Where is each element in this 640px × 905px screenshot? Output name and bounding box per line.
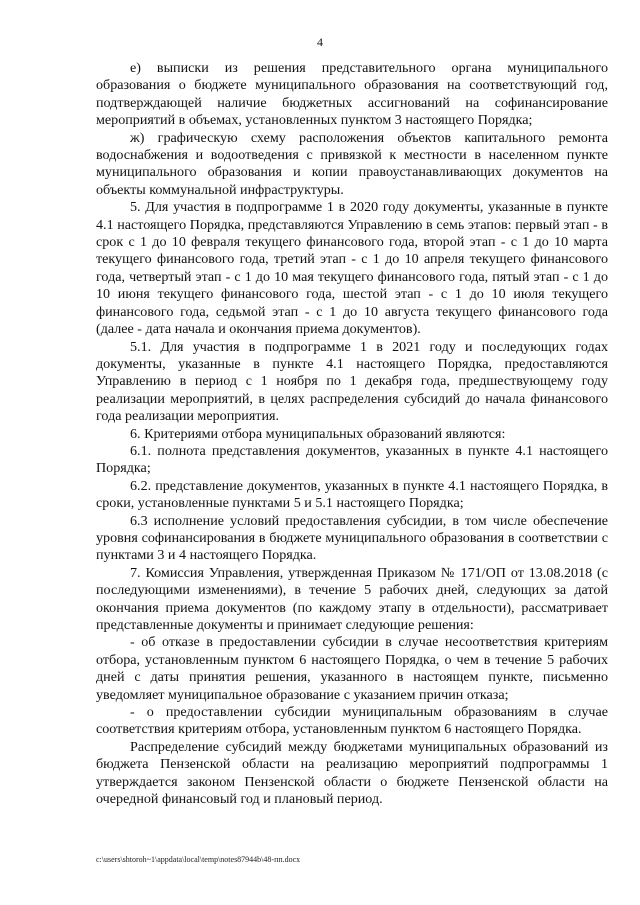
paragraph-e-extract: е) выписки из решения представительного органа муниципального образования о бюджете муниципального образования на соответствующий год, подтверждающей наличие бюджетных ассигнований на софинансирование мероприятий в объемах, установленных пунктом 3 настоящего Порядка; bbox=[96, 60, 608, 129]
paragraph-6-criteria: 6. Критериями отбора муниципальных образований являются: bbox=[130, 425, 506, 442]
page-number: 4 bbox=[317, 35, 323, 49]
paragraph-7-commission: 7. Комиссия Управления, утвержденная Приказом № 171/ОП от 13.08.2018 (с последующими изменениями), в течение 5 рабочих дней, следующих за датой окончания приема документов (по каждому этапу в отдельности), рассматривает представленные документы и принимает следующие решения: bbox=[96, 564, 608, 633]
paragraph-zh-scheme: ж) графическую схему расположения объектов капитального ремонта водоснабжения и водоотведения с привязкой к местности в населенном пункте муниципального образования и копии правоустанавливающих документов на объекты коммунальной инфраструктуры. bbox=[96, 129, 608, 198]
paragraph-5-1-period: 5.1. Для участия в подпрограмме 1 в 2021 году и последующих годах документы, указанные в пункте 4.1 настоящего Порядка, предоставляются Управлению в период с 1 ноября по 1 декабря года, предшествующему году реализации мероприятий, в целях распределения субсидий до начала финансового года реализации мероприятия. bbox=[96, 338, 608, 425]
paragraph-6-1: 6.1. полнота представления документов, указанных в пункте 4.1 настоящего Порядка; bbox=[96, 442, 608, 477]
document-body bbox=[96, 60, 608, 808]
paragraph-7-grant: - о предоставлении субсидии муниципальным образованиям в случае соответствия критериям отбора, установленным пунктом 6 настоящего Порядка. bbox=[96, 704, 608, 738]
paragraph-6-2: 6.2. представление документов, указанных в пункте 4.1 настоящего Порядка, в сроки, установленные пунктами 5 и 5.1 настоящего Порядка; bbox=[96, 477, 608, 512]
paragraph-7-refusal: - об отказе в предоставлении субсидии в случае несоответствия критериям отбора, установленным пунктом 6 настоящего Порядка, о чем в течение 5 рабочих дней с даты принятия решения, указанного в настоящем пункте, письменно уведомляет муниципальное образование с указанием причин отказа; bbox=[96, 634, 608, 703]
footer-file-path: c:\users\shtoroh~1\appdata\local\temp\notes87944b\48-пп.docx bbox=[96, 855, 301, 864]
paragraph-5-stages: 5. Для участия в подпрограмме 1 в 2020 году документы, указанные в пункте 4.1 настоящего Порядка, представляются Управлению в семь этапов: первый этап - в срок с 1 до 10 февраля текущего финансового года, второй этап - с 1 до 10 марта текущего финансового года, третий этап - с 1 до 10 апреля текущего финансового года, четвертый этап - с 1 до 10 мая текущего финансового года, пятый этап - с 1 до 10 июня текущего финансового года, шестой этап - с 1 до 10 июля текущего финансового года, седьмой этап - с 1 до 10 августа текущего финансового года (далее - дата начала и окончания приема документов). bbox=[96, 199, 608, 338]
paragraph-6-3: 6.3 исполнение условий предоставления субсидии, в том числе обеспечение уровня софинансирования в бюджете муниципального образования в соответствии с пунктами 3 и 4 настоящего Порядка. bbox=[96, 512, 608, 564]
paragraph-distribution: Распределение субсидий между бюджетами муниципальных образований из бюджета Пензенской области на реализацию мероприятий подпрограммы 1 утверждается законом Пензенской области о бюджете Пензенской области на очередной финансовый год и плановый период. bbox=[96, 738, 608, 808]
